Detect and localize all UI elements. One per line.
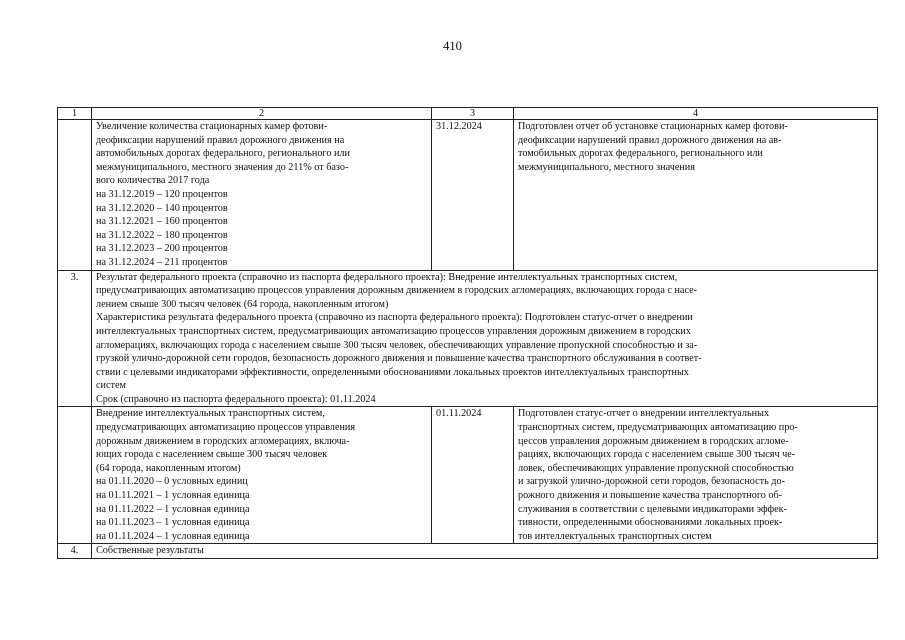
text-line: тов интеллектуальных транспортных систем (518, 530, 712, 542)
text-line: Подготовлен отчет об установке стационарных камер фотови- (518, 121, 788, 132)
text-line: транспортных систем, предусматривающих автоматизацию про- (518, 422, 798, 434)
text-line: томобильных дорогах федерального, регионального или (518, 148, 763, 160)
row-number-cell (58, 120, 92, 271)
text-line: Срок (справочно из паспорта федерального проекта): 01.11.2024 (96, 393, 376, 405)
text-line: на 01.11.2020 – 0 условных единиц (96, 476, 248, 488)
text-line: деофиксации нарушений правил дорожного движения на ав- (518, 134, 782, 146)
indicator-cell (92, 407, 432, 544)
text-line: на 01.11.2023 – 1 условная единица (96, 517, 250, 529)
text-line: лением свыше 300 тысяч человек (64 города, накопленным итогом) (96, 298, 389, 310)
section-row (58, 544, 878, 559)
text-line: тивности, определенными обоснованиями локальных проек- (518, 517, 783, 529)
result-cell (514, 120, 878, 271)
text-line: (64 города, накопленным итогом) (96, 462, 241, 474)
text-line: рациях, включающих города с населением свыше 300 тысяч че- (518, 449, 796, 461)
column-header: 2 (92, 108, 432, 120)
section-number: 4. (58, 544, 92, 559)
text-line: Подготовлен статус-отчет о внедрении интеллектуальных (518, 408, 770, 420)
text-line: Внедрение интеллектуальных транспортных систем, (96, 408, 325, 420)
text-line: систем (96, 380, 126, 392)
text-line: дорожным движением в городских агломерациях, включа- (96, 435, 350, 447)
text-line: деофиксации нарушений правил дорожного движения на (96, 134, 345, 146)
text-line: агломерациях, включающих города с населением свыше 300 тысяч человек, обеспечивающих управление пропускной способностью и за- (96, 339, 698, 351)
result-cell (514, 407, 878, 544)
text-line: вого количества 2017 года (96, 175, 210, 187)
results-table (57, 107, 878, 559)
text-line: предусматривающих автоматизацию процессов управления (96, 422, 356, 434)
text-line: на 31.12.2021 – 160 процентов (96, 216, 228, 228)
text-line: Увеличение количества стационарных камер фотови- (96, 121, 328, 132)
text-line: ющих города с населением свыше 300 тысяч человек (96, 449, 328, 461)
text-line: рожного движения и повышение качества транспортного об- (518, 490, 783, 502)
row-number-cell (58, 407, 92, 544)
date-cell: 01.11.2024 (432, 407, 514, 544)
text-line: ловек, обеспечивающих управление пропускной способностью (518, 462, 794, 474)
text-line: предусматривающих автоматизацию процессов управления дорожным движением в городских агломерациях, включающих города с насе- (96, 285, 698, 297)
text-line: Результат федерального проекта (справочно из паспорта федерального проекта): Внедрение интеллектуальных транспортных систем, (96, 271, 678, 283)
text-line: интеллектуальных транспортных систем, предусматривающих автоматизацию процессов управления дорожным движением в городских (96, 325, 691, 337)
column-header: 4 (514, 108, 878, 120)
text-line: ствии с целевыми индикаторами эффективности, определенными обоснованиями локальных проектов интеллектуальных транспортных (96, 366, 689, 378)
text-line: Характеристика результата федерального проекта (справочно из паспорта федерального проекта): Подготовлен статус-отчет о внедрении (96, 312, 693, 324)
table-row (58, 407, 878, 544)
text-line: на 31.12.2024 – 211 процентов (96, 256, 228, 268)
text-line: на 31.12.2020 – 140 процентов (96, 202, 228, 214)
section-row (58, 270, 878, 407)
text-line: межмуниципального, местного значения до 211% от базо- (96, 161, 349, 173)
text-line: автомобильных дорогах федерального, регионального или (96, 148, 350, 160)
text-line: межмуниципального, местного значения (518, 161, 695, 173)
indicator-cell (92, 120, 432, 271)
page-number: 410 (443, 39, 462, 53)
text-line: на 01.11.2022 – 1 условная единица (96, 503, 250, 515)
text-line: на 31.12.2022 – 180 процентов (96, 229, 228, 241)
text-line: и загрузкой улично-дорожной сети городов, безопасность до- (518, 476, 785, 488)
section-number: 3. (58, 270, 92, 407)
date-cell: 31.12.2024 (432, 120, 514, 271)
text-line: служивания в соответствии с целевыми индикаторами эффек- (518, 503, 787, 515)
column-header: 3 (432, 108, 514, 120)
text-line: грузкой улично-дорожной сети городов, безопасность дорожного движения и повышение качества транспортного обслуживания в соответ- (96, 353, 702, 365)
section-description (92, 270, 878, 407)
text-line: на 01.11.2024 – 1 условная единица (96, 530, 250, 542)
text-line: цессов управления дорожным движением в городских агломе- (518, 435, 789, 447)
section-title: Собственные результаты (92, 544, 878, 559)
text-line: на 31.12.2019 – 120 процентов (96, 188, 228, 200)
text-line: на 01.11.2021 – 1 условная единица (96, 490, 250, 502)
column-header: 1 (58, 108, 92, 120)
table-row (58, 120, 878, 271)
table-header-row (58, 108, 878, 120)
text-line: на 31.12.2023 – 200 процентов (96, 243, 228, 255)
